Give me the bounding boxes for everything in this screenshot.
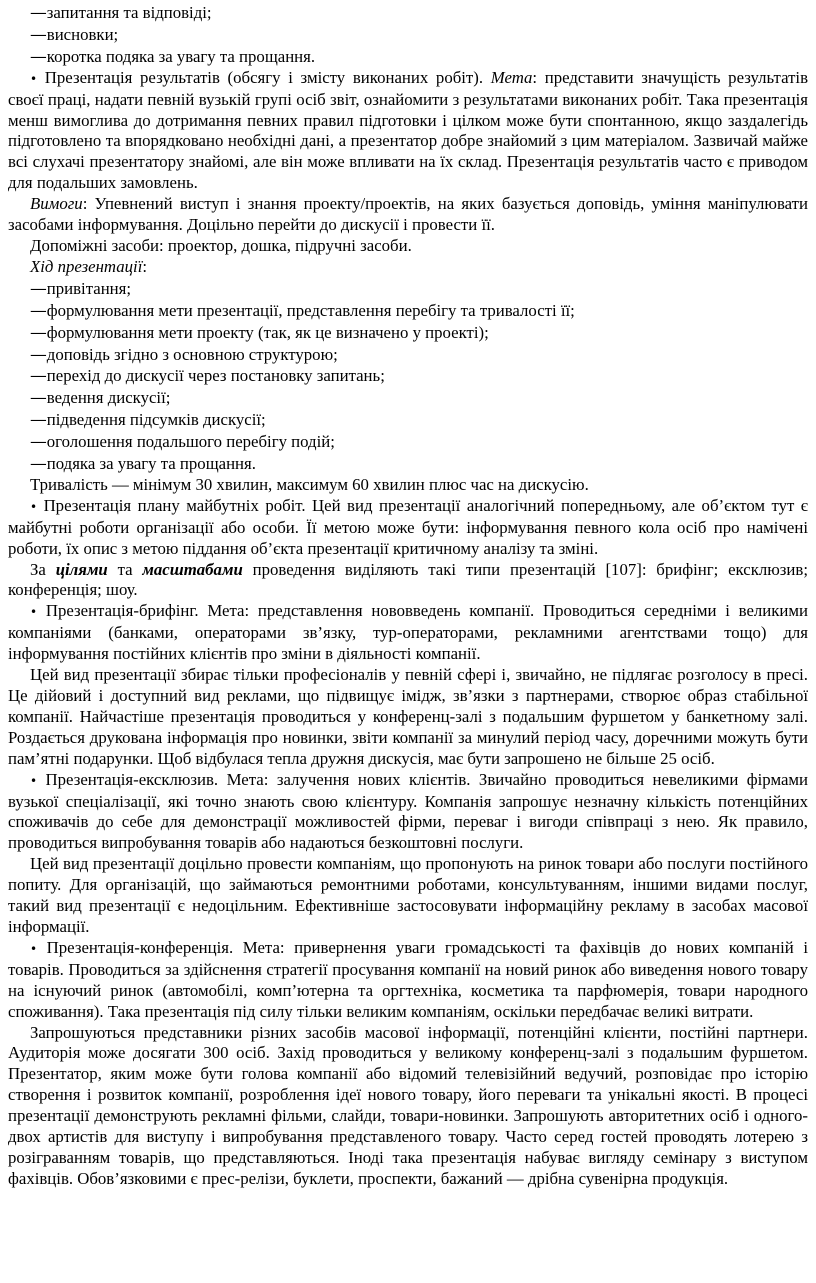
list-item: —подяка за увагу та прощання. — [30, 453, 256, 474]
future-plan-paragraph: • Презентація плану майбутніх робіт. Цей вид презентації аналогічний попередньому, але об’єктом тут є майбутні роботи організації або особи. Її метою може бути: інформування певного кола осіб про намічені роботи, їх опис з метою піддання об’єкта презентації критичному аналізу та зміні. — [8, 495, 808, 558]
bullet-icon: • — [30, 773, 38, 788]
bullet-icon: • — [30, 71, 38, 86]
list-item: —висновки; — [30, 23, 119, 44]
list-item: —формулювання мети презентації, представлення перебігу та тривалості її; — [30, 299, 575, 320]
aids-paragraph: Допоміжні засоби: проектор, дошка, підручні засоби. — [30, 235, 412, 255]
list-item: —ведення дискусії; — [30, 387, 171, 408]
goals-term: цілями — [55, 559, 108, 579]
exclusive-detail-paragraph: Цей вид презентації доцільно провести компаніям, що пропонують на ринок товари або послуги постійного попиту. Для організацій, що займаються ремонтними роботами, консультуванням, іншими видами послуг, такий вид презентації є недоцільним. Ефективніше застосовувати інформаційну рекламу в засобах масової інформації. — [8, 854, 808, 936]
list-item: —підведення підсумків дискусії; — [30, 409, 266, 430]
dash-list-top — [8, 2, 808, 68]
list-item: —коротка подяка за увагу та прощання. — [30, 45, 316, 66]
conference-detail-paragraph: Запрошуються представники різних засобів масової інформації, потенційні клієнти, постійні партнери. Аудиторія може досягати 300 осіб. Захід проводиться у великому конференц-залі з подальшим фуршетом. Презентатор, яким може бути голова компанії або відомий телевізійний ведучий, розповідає про історію створення і розвиток компанії, розроблення ідеї нового товару, його переваги та унікальні якості. В процесі презентації демонструють рекламні фільми, слайди, товари-новинки. Запрошують авторитетних осіб і одного-двох артистів для виступу і випробування представленого товару. Часто серед гостей проводять лотерею з розіграванням товарів, що представляються. Іноді така презентація набуває вигляду семінару з виступом фахівців. Обов’язковими є прес-релізи, буклети, проспекти, бажаний — дрібна сувенірна продукція. — [8, 1022, 808, 1188]
list-item: —перехід до дискусії через постановку запитань; — [30, 365, 385, 386]
briefing-detail-paragraph: Цей вид презентації збирає тільки професіоналів у певній сфері і, звичайно, не підлягає розголосу в пресі. Це дійовий і доступний вид реклами, що підвищує імідж, зв’язки з партнерами, створює образ стабільної компанії. Найчастіше презентація проводиться у конференц-залі з подальшим фуршетом у банкетному залі. Роздається друкована інформація про новинки, звіти компанії за минулий період часу, доречними можуть бути пам’ятні подарунки. Щоб відбулася тепла дружня дискусія, має бути запрошено не більше 25 осіб. — [8, 665, 808, 768]
types-paragraph: За цілями та масштабами проведення виділяють такі типи презентацій [107]: брифінг; ексклюзив; конференція; шоу. — [8, 559, 808, 600]
dash-list-course — [8, 278, 808, 475]
scales-term: масштабами — [142, 559, 243, 579]
bullet-icon: • — [30, 605, 38, 620]
requirements-paragraph: Вимоги: Упевнений виступ і знання проекту/проектів, на яких базується доповідь, уміння маніпулювати засобами інформування. Доцільно перейти до дискусії і провести її. — [8, 194, 808, 235]
requirements-label: Вимоги — [30, 194, 83, 214]
list-item: —привітання; — [30, 277, 132, 298]
list-item: —запитання та відповіді; — [30, 2, 212, 22]
goal-label: Мета — [490, 67, 533, 87]
list-item: —доповідь згідно з основною структурою; — [30, 343, 338, 364]
bullet-icon: • — [30, 499, 38, 514]
duration-paragraph: Тривалість — мінімум 30 хвилин, максимум 60 хвилин плюс час на дискусію. — [30, 474, 589, 494]
list-item: —оголошення подальшого перебігу подій; — [30, 431, 335, 452]
briefing-paragraph: • Презентація-брифінг. Мета: представлення нововведень компанії. Проводиться середніми і великими компаніями (банками, операторами зв’язку, тур-операторами, рекламними агентствами тощо) для інформування постійних клієнтів про зміни в діяльності компанії. — [8, 601, 808, 664]
exclusive-paragraph: • Презентація-ексклюзив. Мета: залучення нових клієнтів. Звичайно проводиться невеликими фірмами вузької спеціалізації, які точно знають свою клієнтуру. Компанія запрошує незначну кількість потенційних споживачів до себе для демонстрації можливостей фірми, переваг і вигоди співпраці з нею. Як правило, проводиться випробування товарів або надаються безкоштовні послуги. — [8, 769, 808, 853]
bullet-icon: • — [30, 941, 38, 956]
course-heading: Хід презентації: — [30, 256, 148, 276]
results-paragraph: • Презентація результатів (обсягу і змісту виконаних робіт). Мета: представити значущість результатів своєї праці, надати певній вузькій групі осіб звіт, ознайомити з результатами виконаних робіт. Така презентація менш вимоглива до дотримання певних правил підготовки і цілком може бути спонтанною, якщо заздалегідь підготовлено та впорядковано необхідні дані, а презентатор добре знайомий з цим матеріалом. Зазвичай майже всі слухачі презентатору знайомі, але він може впливати на їх склад. Презентація результатів часто є приводом для подальших замовлень. — [8, 67, 809, 193]
list-item: —формулювання мети проекту (так, як це визначено у проекті); — [30, 321, 489, 342]
conference-paragraph: • Презентація-конференція. Мета: привернення уваги громадськості та фахівців до нових компаній і товарів. Проводиться за здійснення стратегії просування компанії на новий ринок або виведення нового товару на існуючий ринок (автомобілі, комп’ютерна та оргтехніка, косметика та парфюмерія, товари народного споживання). Така презентація під силу тільки великим компаніям, оскільки передбачає великі витрати. — [8, 937, 808, 1021]
